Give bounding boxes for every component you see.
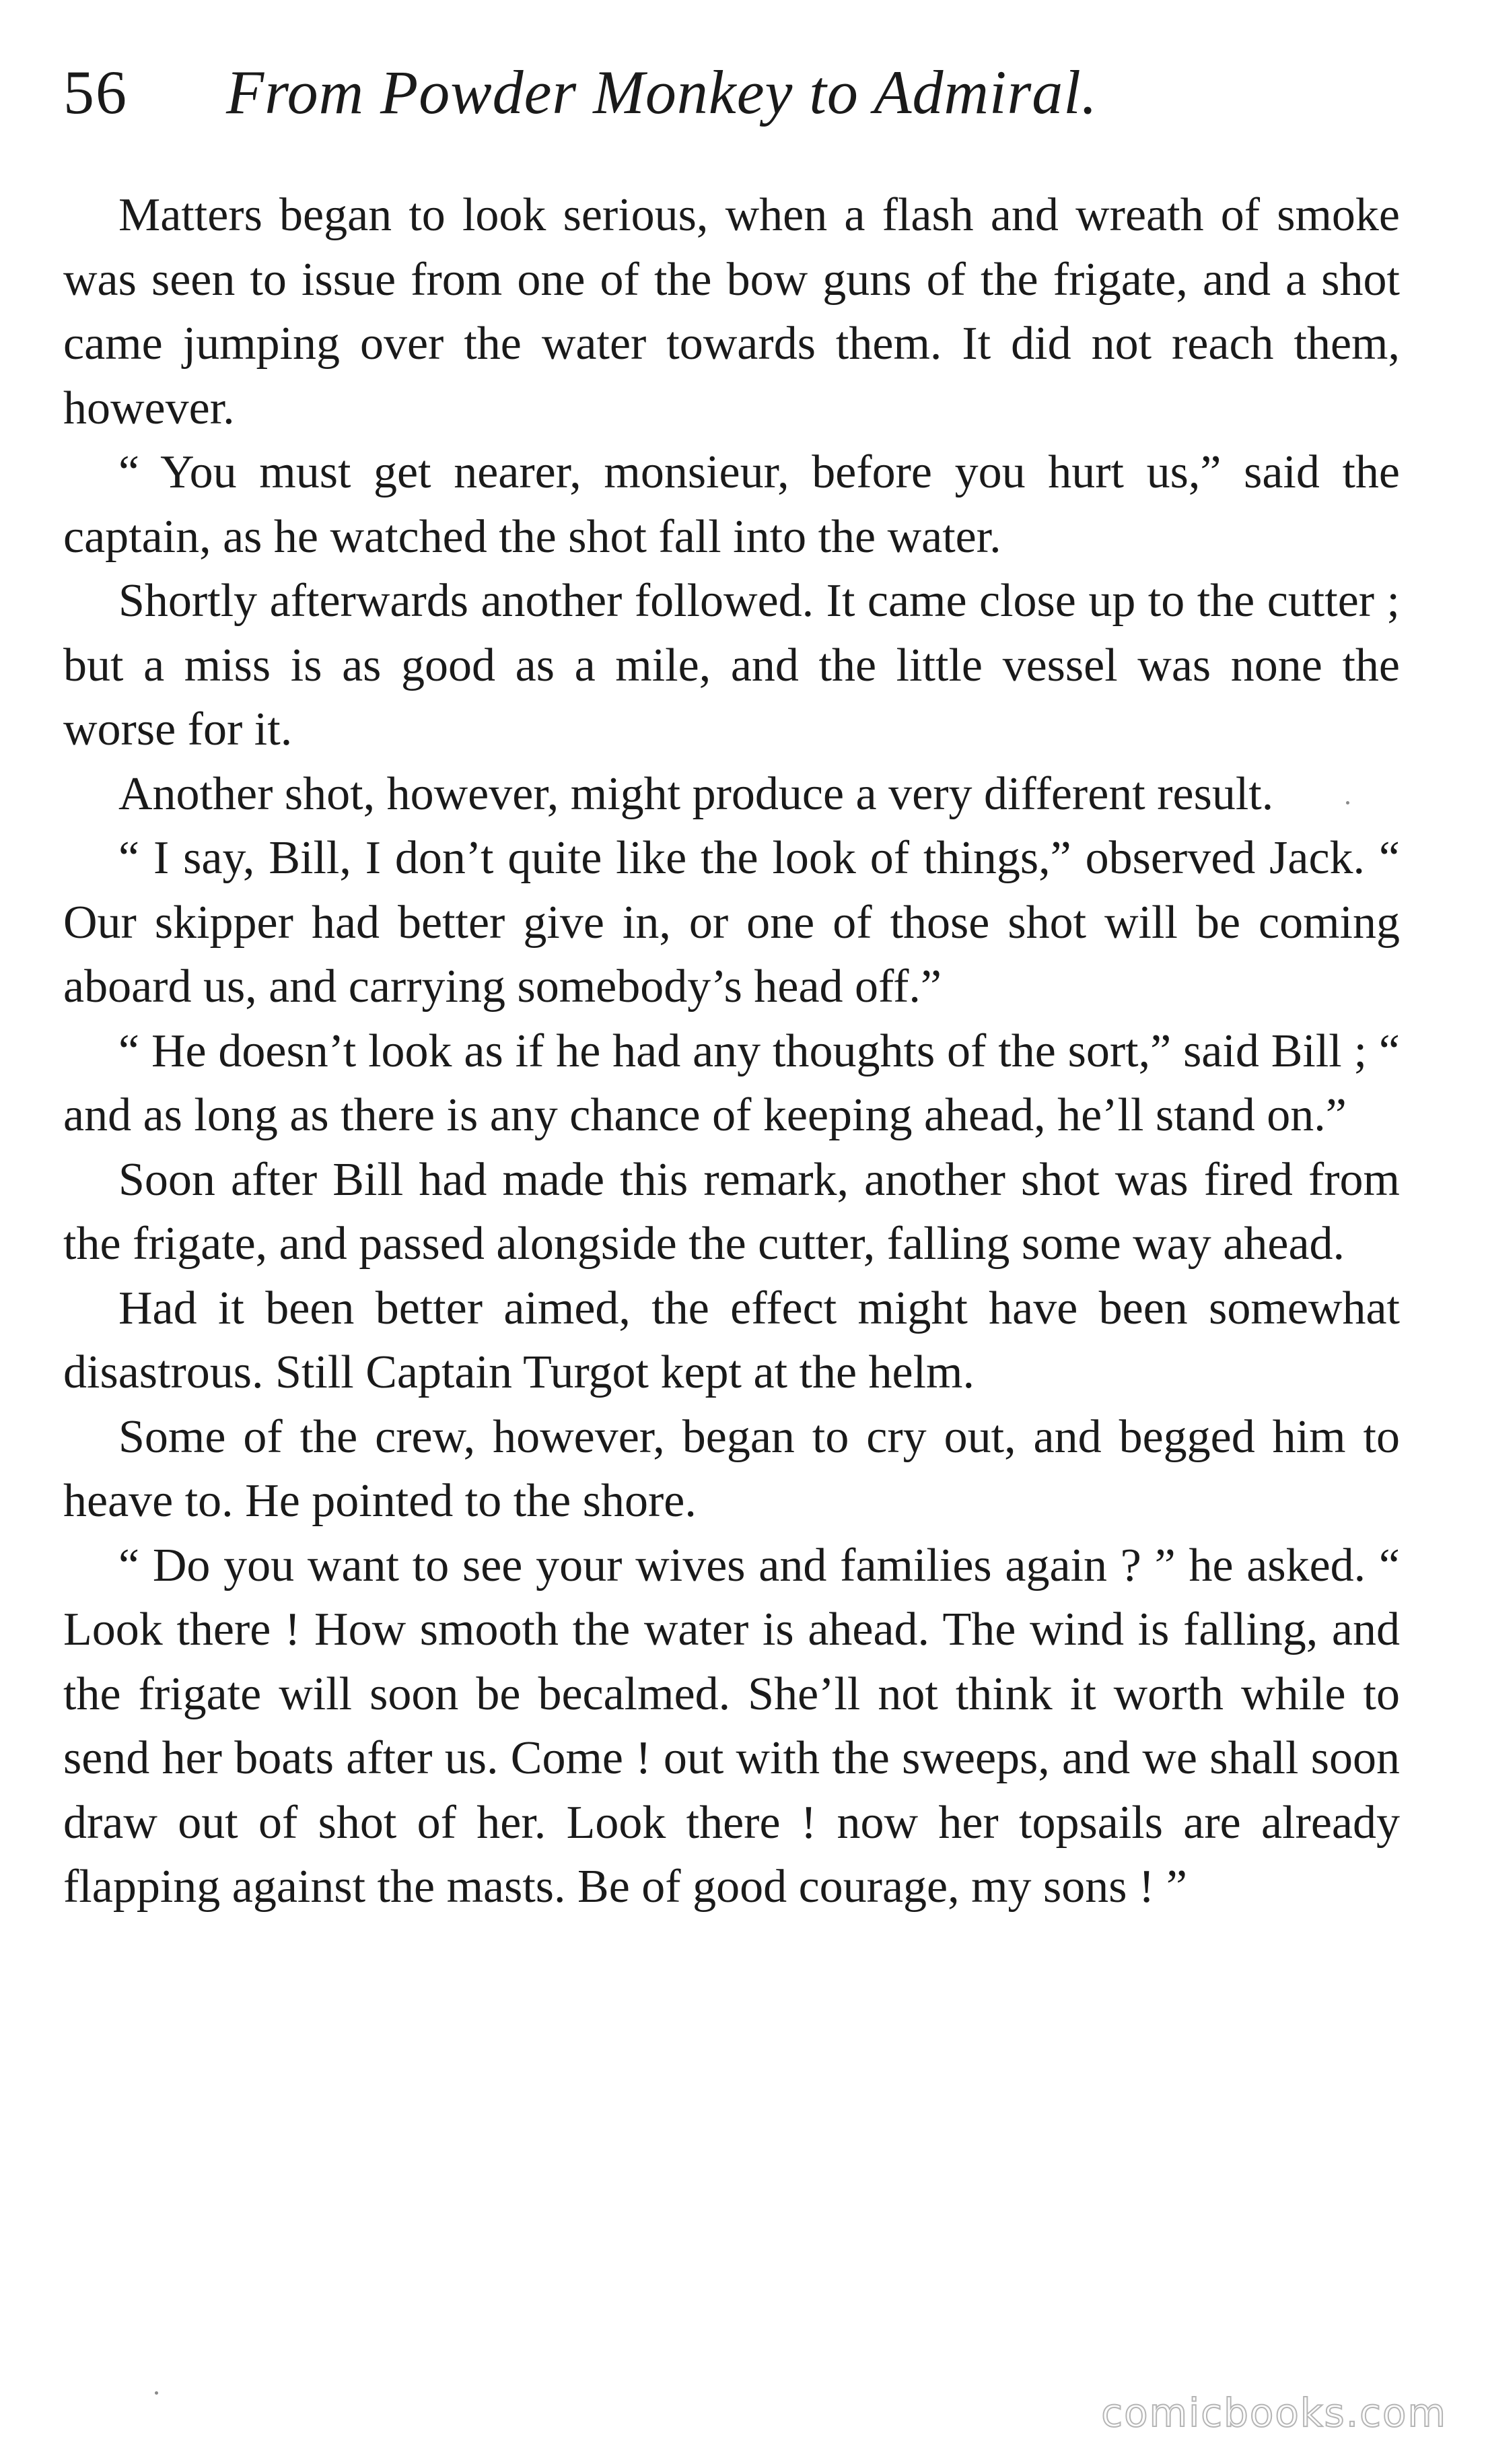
- paragraph: Shortly afterwards another followed. It came close up to the cutter ; but a miss is as good as a mile, and the little vessel was none the worse for it.: [63, 575, 1400, 755]
- page-header: [63, 57, 1419, 144]
- print-speck: [1346, 801, 1349, 805]
- watermark: comicbooks.com: [1101, 2390, 1447, 2436]
- print-speck: [155, 2391, 158, 2395]
- paragraph: “ You must get nearer, monsieur, before you hurt us,” said the captain, as he watched the shot fall into the water.: [63, 446, 1400, 563]
- running-title: From Powder Monkey to Admiral.: [226, 58, 1098, 127]
- page-number: 56: [63, 58, 128, 127]
- paragraph: Had it been better aimed, the effect might have been somewhat disastrous. Still Captain Turgot kept at the helm.: [63, 1282, 1400, 1398]
- paragraph: “ Do you want to see your wives and families again ? ” he asked. “ Look there ! How smooth the water is ahead. The wind is falling, and the frigate will soon be becalmed. She’ll not think it worth while to send her boats after us. Come ! out with the sweeps, and we shall soon draw out of shot of her. Look there ! now her topsails are already flapping against the masts. Be of good courage, my sons ! ”: [63, 1539, 1400, 1913]
- paragraph: Matters began to look serious, when a flash and wreath of smoke was seen to issue from one of the bow guns of the frigate, and a shot came jumping over the water towards them. It did not reach them, however.: [63, 189, 1400, 434]
- paragraph: Some of the crew, however, began to cry out, and begged him to heave to. He pointed to the shore.: [63, 1410, 1400, 1527]
- body-text: [63, 183, 1400, 1919]
- paragraph: Soon after Bill had made this remark, another shot was fired from the frigate, and passed alongside the cutter, falling some way ahead.: [63, 1153, 1400, 1270]
- paragraph: “ I say, Bill, I don’t quite like the look of things,” observed Jack. “ Our skipper had better give in, or one of those shot will be coming aboard us, and carrying somebody’s head off.”: [63, 832, 1400, 1013]
- paragraph: Another shot, however, might produce a very different result.: [118, 767, 1274, 820]
- paragraph: “ He doesn’t look as if he had any thoughts of the sort,” said Bill ; “ and as long as there is any chance of keeping ahead, he’ll stand on.”: [63, 1025, 1400, 1141]
